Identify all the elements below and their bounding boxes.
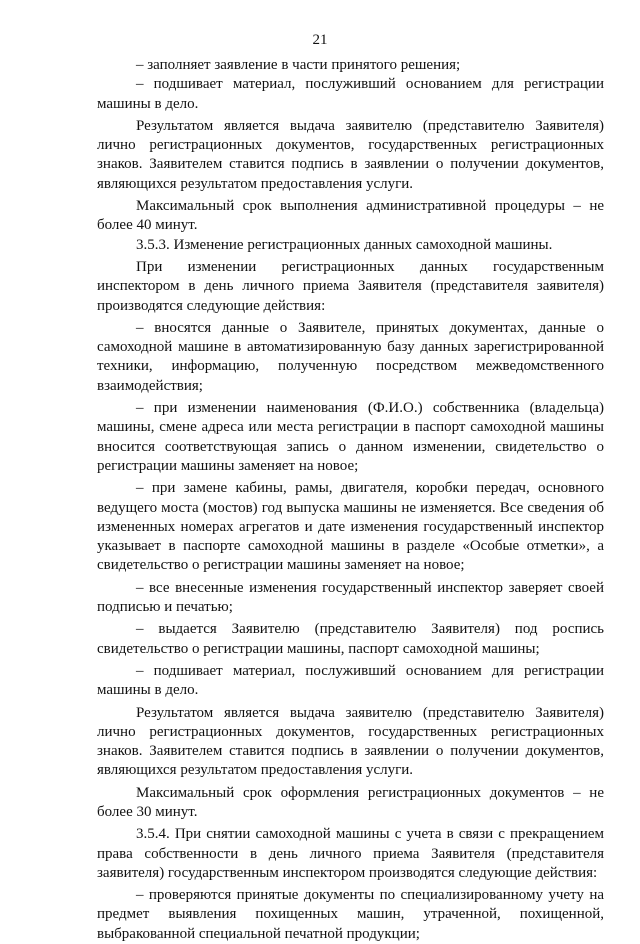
page-number: 21 (312, 32, 328, 48)
list-item-file-material: – подшивает материал, послуживший основанием для регистрации машины в дело. (97, 662, 604, 699)
paragraph-file-material: – подшивает материал, послуживший основанием для регистрации машины в дело. (97, 76, 604, 112)
paragraph-result: Результатом является выдача заявителю (представителю Заявителя) лично регистрационных документов, государственных регистрационных знаков. Заявителем ставится подпись в заявлении о получении документов, являющихся результатом предоставления услуги. (97, 117, 604, 192)
paragraph-result-2: Результатом является выдача заявителю (представителю Заявителя) лично регистрационных документов, государственных регистрационных знаков. Заявителем ставится подпись в заявлении о получении документов, являющихся результатом предоставления услуги. (97, 704, 604, 779)
list-item-parts-replacement: – при замене кабины, рамы, двигателя, коробки передач, основного ведущего моста (мостов) год выпуска машины не изменяется. Все сведения об измененных номерах агрегатов и дате изменения государственный инспектор указывает в паспорте самоходной машины в разделе «Особые отметки», а свидетельство о регистрации машины заменяет на новое; (97, 480, 604, 574)
list-item-certify-changes: – все внесенные изменения государственный инспектор заверяет своей подписью и печатью; (97, 579, 604, 616)
document-body (97, 56, 604, 944)
list-item-enter-data: – вносятся данные о Заявителе, принятых документах, данные о самоходной машине в автоматизированную базу данных зарегистрированной техники, информацию, полученную посредством межведомственного взаимодействия; (97, 319, 604, 394)
list-item-check-documents: – проверяются принятые документы по специализированному учету на предмет выявления похищенных машин, утраченной, похищенной, выбракованной специальной печатной продукции; (97, 887, 604, 942)
paragraph-fill-application: – заполняет заявление в части принятого решения; (136, 57, 461, 73)
list-item-owner-change: – при изменении наименования (Ф.И.О.) собственника (владельца) машины, смене адреса или места регистрации в паспорт самоходной машины вносится соответствующая запись о данном изменении, свидетельство о регистрации машины заменяет на новое; (97, 400, 604, 474)
section-heading-3-5-4: 3.5.4. При снятии самоходной машины с учета в связи с прекращением права собственности в день личного приема Заявителя (представителя заявителя) государственным инспектором производятся следующие действия: (97, 826, 604, 881)
list-item-issue-documents: – выдается Заявителю (представителю Заявителя) под роспись свидетельство о регистрации машины, паспорт самоходной машины; (97, 621, 604, 657)
section-heading-3-5-3: 3.5.3. Изменение регистрационных данных самоходной машины. (136, 236, 553, 253)
paragraph-max-time-30: Максимальный срок оформления регистрационных документов – не более 30 минут. (97, 784, 604, 820)
paragraph-max-time-40: Максимальный срок выполнения административной процедуры – не более 40 минут. (97, 198, 604, 234)
paragraph-change-data-intro: При изменении регистрационных данных государственным инспектором в день личного приема Заявителя (представителя заявителя) производятся следующие действия: (97, 258, 604, 314)
